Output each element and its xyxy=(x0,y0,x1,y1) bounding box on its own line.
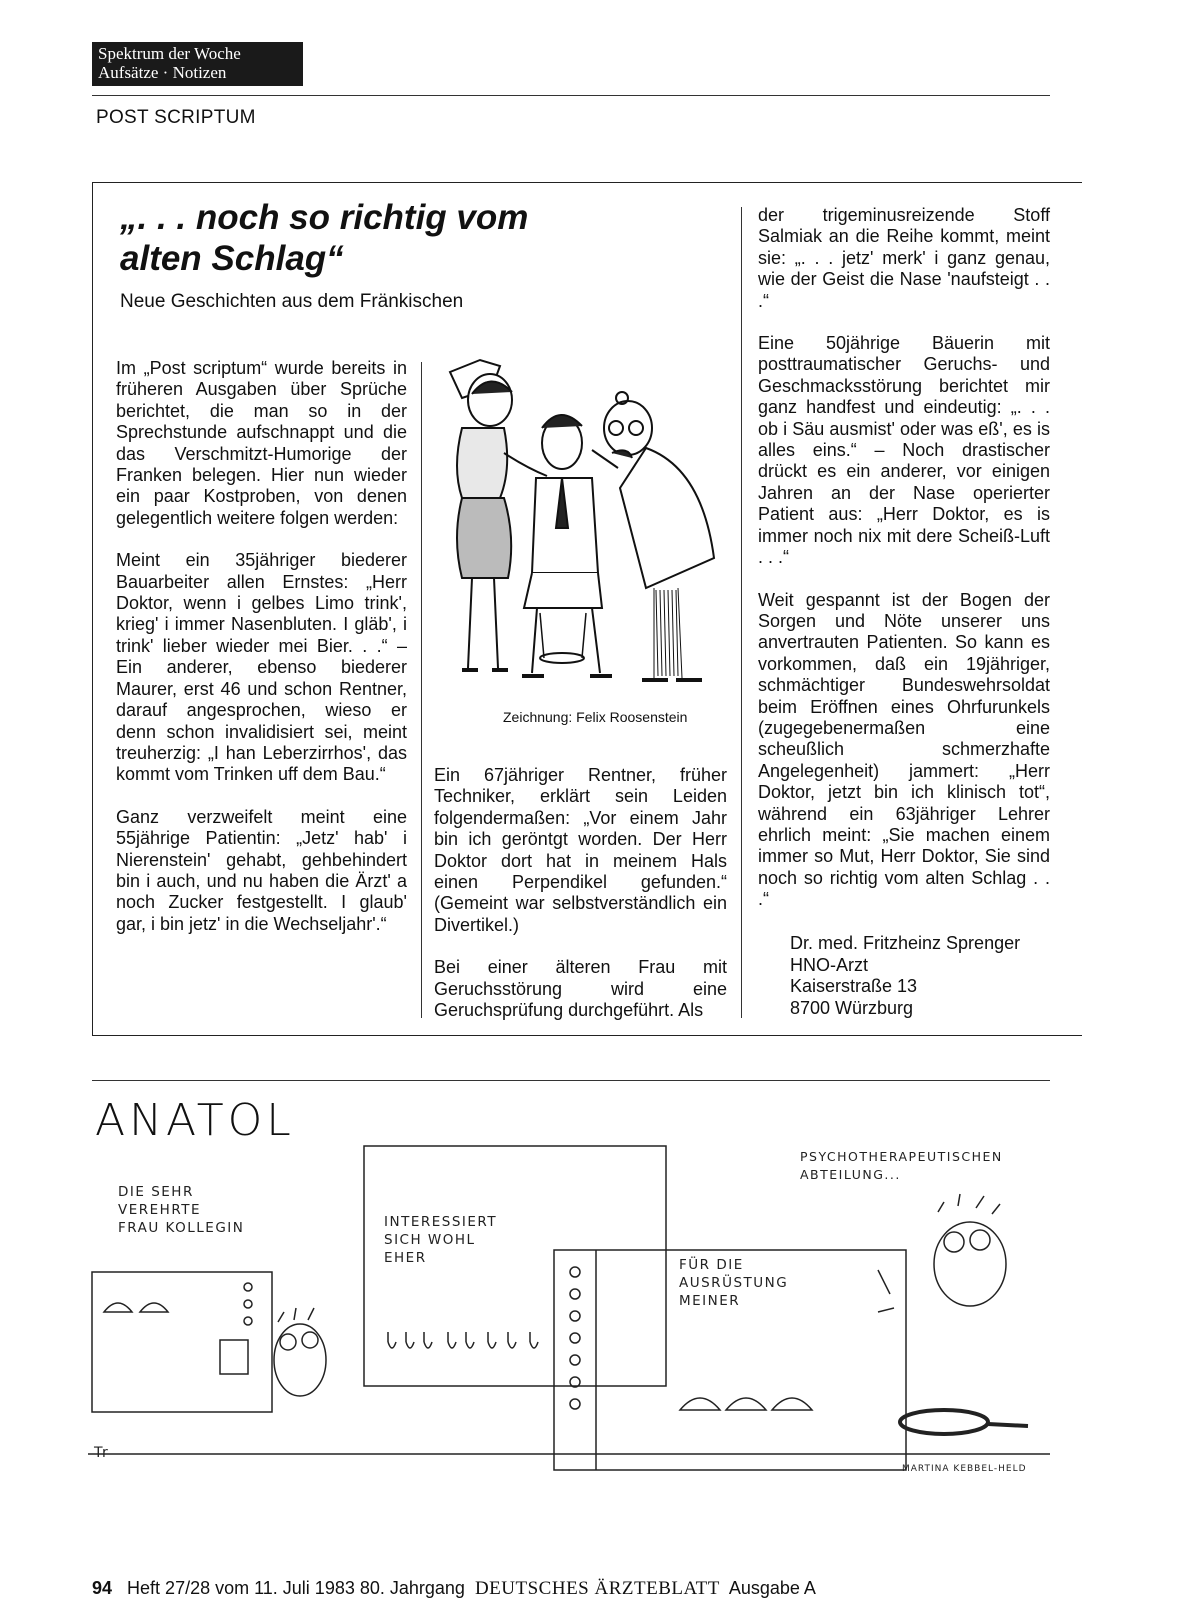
caption-line: VEREHRTE xyxy=(118,1202,202,1218)
paragraph: Im „Post scriptum“ wurde bereits in früheren Ausgaben über Sprüche berichtet, die man so in der Sprechstunde aufschnappt und die das Verschmitzt-Humorige der Franken belegen. Hier nun wieder ein paar Kostproben, von denen gelegentlich weitere folgen werden: xyxy=(116,358,407,528)
article-column-2 xyxy=(434,765,727,1042)
paragraph: der trigeminusreizende Stoff Salmiak an die Reihe kommt, meint sie: „. . . jetz' merk' i ganz genau, wie der Geist die Nase 'naufsteigt . . .“ xyxy=(758,205,1050,311)
journal-name: DEUTSCHES ÄRZTEBLATT xyxy=(474,1578,720,1599)
doctor-illustration xyxy=(432,358,732,703)
article-column-1 xyxy=(116,358,407,956)
title-line-1: „. . . noch so richtig vom xyxy=(120,198,529,237)
caption-line: FÜR DIE xyxy=(679,1257,744,1273)
paragraph: Bei einer älteren Frau mit Geruchsstörung wird eine Geruchsprüfung durchgeführt. Als xyxy=(434,957,727,1021)
caption-line: DIE SEHR xyxy=(118,1184,194,1200)
comic-title: ANATOL xyxy=(95,1095,295,1146)
article-column-3 xyxy=(758,205,1050,932)
paragraph: Ein 67jähriger Rentner, früher Techniker, erklärt sein Leiden folgendermaßen: „Vor einem Jahr bin ich geröntgt worden. Der Herr Doktor dort hat in meinem Hals einen Perpendikel gefunden.“ (Gemeint war selbstverständlich ein Divertikel.) xyxy=(434,765,727,935)
author-street: Kaiserstraße 13 xyxy=(790,976,918,996)
author-title: HNO-Arzt xyxy=(790,954,868,975)
section-badge xyxy=(92,42,303,86)
comic-top-rule xyxy=(92,1080,1050,1081)
author-signature xyxy=(790,933,1020,1019)
caption-line: ABTEILUNG... xyxy=(800,1167,901,1182)
caption-line: SICH WOHL xyxy=(384,1232,476,1248)
title-line-2: alten Schlag“ xyxy=(120,239,344,278)
paragraph: Eine 50jährige Bäuerin mit posttraumatischer Geruchs- und Geschmacksstörung berichtet mir ganz handfest und eindeutig: „. . . ob i Säu ausmist' oder was eß', es is alles eins.“ – Noch drastischer drückt es ein anderer, vor einigen Jahren an der Nase operierter Patient aus: „Herr Doktor, es is immer noch nix mit dere Scheiß-Luft . . .“ xyxy=(758,333,1050,568)
caption-line: MEINER xyxy=(679,1293,741,1309)
section-label: POST SCRIPTUM xyxy=(96,107,256,128)
author-city: 8700 Würzburg xyxy=(790,997,914,1018)
issue-info: Heft 27/28 vom 11. Juli 1983 80. Jahrgang xyxy=(127,1578,465,1598)
illustration-drawing xyxy=(432,358,732,703)
article-subtitle: Neue Geschichten aus dem Fränkischen xyxy=(120,291,464,312)
comic-drawing xyxy=(88,1142,1050,1482)
page-footer xyxy=(92,1578,816,1600)
column-divider-2 xyxy=(741,207,742,1018)
column-divider-1 xyxy=(421,362,422,1018)
article-title xyxy=(120,197,720,279)
illustration-caption: Zeichnung: Felix Roosenstein xyxy=(503,709,688,725)
comic-panel-art xyxy=(88,1142,1050,1482)
paragraph: Ganz verzweifelt meint eine 55jährige Patientin: „Jetz' hab' i Nierenstein' gehabt, gehbehindert bin i auch, und nu haben die Ärzt' a noch Zucker festgestellt. I glaub' gar, i bin jetz' in die Wechseljahr'.“ xyxy=(116,806,407,934)
caption-line: EHER xyxy=(384,1250,427,1266)
badge-line-2: Aufsätze · Notizen xyxy=(98,63,227,82)
caption-line: PSYCHOTHERAPEUTISCHEN xyxy=(800,1149,1003,1164)
author-name: Dr. med. Fritzheinz Sprenger xyxy=(790,933,1021,953)
badge-line-1: Spektrum der Woche xyxy=(98,44,241,63)
caption-line: INTERESSIERT xyxy=(384,1214,498,1230)
caption-line: FRAU KOLLEGIN xyxy=(118,1220,245,1236)
paragraph: Meint ein 35jähriger biederer Bauarbeiter allen Ernstes: „Herr Doktor, wenn i gelbes Limo trink', krieg' i immer Nasenbluten. I gläb', i trink' lieber wieder mei Bier. . .“ – Ein anderer, ebenso biederer Maurer, erst 46 und schon Rentner, darauf angesprochen, wieso er denn schon invalidisiert sei, meint treuherzig: „I han Leberzirrhos', das kommt vom Trinken uff dem Bau.“ xyxy=(116,550,407,785)
page-number: 94 xyxy=(92,1578,113,1598)
comic-signature-left: Tr xyxy=(94,1445,110,1461)
header-rule xyxy=(92,95,1050,96)
caption-line: AUSRÜSTUNG xyxy=(679,1275,789,1291)
paragraph: Weit gespannt ist der Bogen der Sorgen und Nöte unserer uns anvertrauten Patienten. So kann es vorkommen, daß ein 19jähriger, schmächtiger Bundeswehrsoldat beim Eröffnen eines Ohrfurunkels (zugegebenermaßen eine scheußlich schmerzhafte Angelegenheit) jammert: „Herr Doktor, jetzt bin ich klinisch tot“, während ein 63jähriger Lehrer ehrlich meint: „Sie machen einem immer so Mut, Herr Doktor, Sie sind noch so richtig vom alten Schlag . . .“ xyxy=(758,589,1050,910)
comic-artist: MARTINA KEBBEL-HELD xyxy=(902,1464,1027,1474)
edition: Ausgabe A xyxy=(728,1578,816,1598)
